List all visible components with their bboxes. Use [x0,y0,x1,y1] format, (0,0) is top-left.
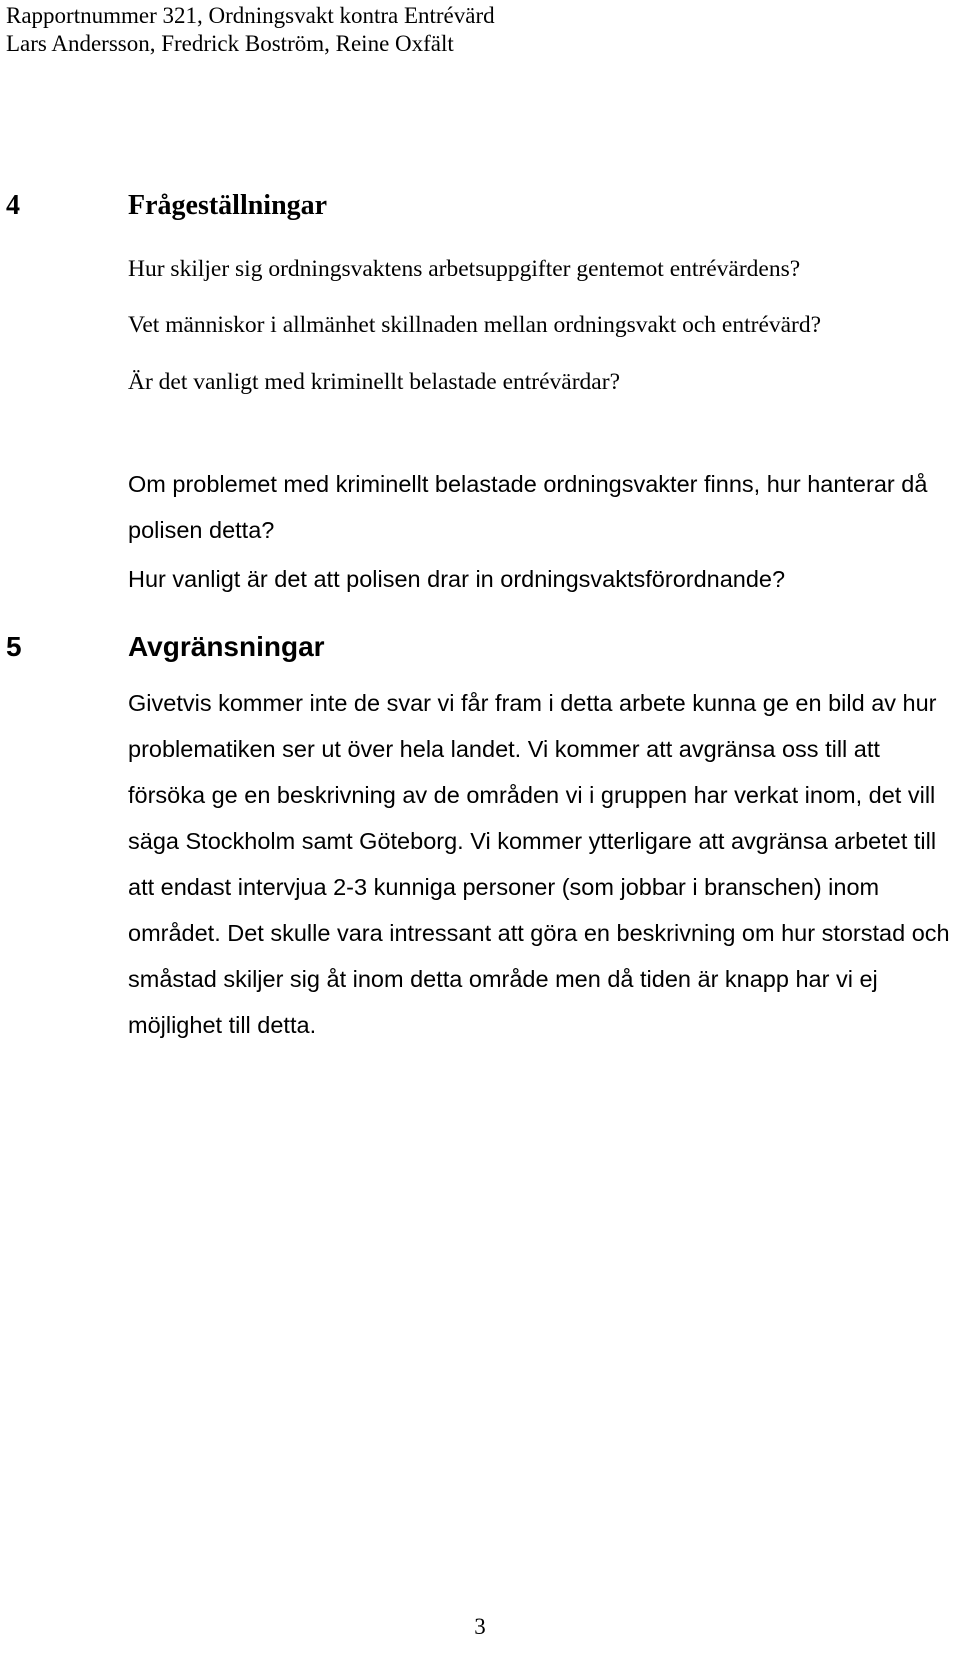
section-5-paragraph: Givetvis kommer inte de svar vi får fram i detta arbete kunna ge en bild av hur problematiken ser ut över hela landet. Vi kommer att avgränsa oss till att försöka ge en beskrivning av de områden vi i gruppen har verkat inom, det vill säga Stockholm samt Göteborg. Vi kommer ytterligare att avgränsa arbetet till att endast intervjua 2-3 kunniga personer (som jobbar i branschen) inom området. Det skulle vara intressant att göra en beskrivning om hur storstad och småstad skiljer sig åt inom detta område men då tiden är knapp har vi ej möjlighet till detta. [128,690,950,1038]
report-header-authors: Lars Andersson, Fredrick Boström, Reine Oxfält [6,31,454,56]
question-2: Vet människor i allmänhet skillnaden mellan ordningsvakt och entrévärd? [128,312,822,338]
question-1: Hur skiljer sig ordningsvaktens arbetsuppgifter gentemot entrévärdens? [128,256,801,282]
page-number: 3 [474,1614,486,1639]
section-4-title: Frågeställningar [128,190,328,221]
section-5-number: 5 [6,631,22,662]
question-3: Är det vanligt med kriminellt belastade entrévärdar? [128,369,620,395]
question-4: Om problemet med kriminellt belastade ordningsvakter finns, hur hanterar då polisen detta? [128,471,928,543]
question-5: Hur vanligt är det att polisen drar in ordningsvaktsförordnande? [128,566,786,592]
report-header-title: Rapportnummer 321, Ordningsvakt kontra Entrévärd [6,3,495,28]
section-4-number: 4 [6,190,20,221]
section-5-title: Avgränsningar [128,631,325,662]
